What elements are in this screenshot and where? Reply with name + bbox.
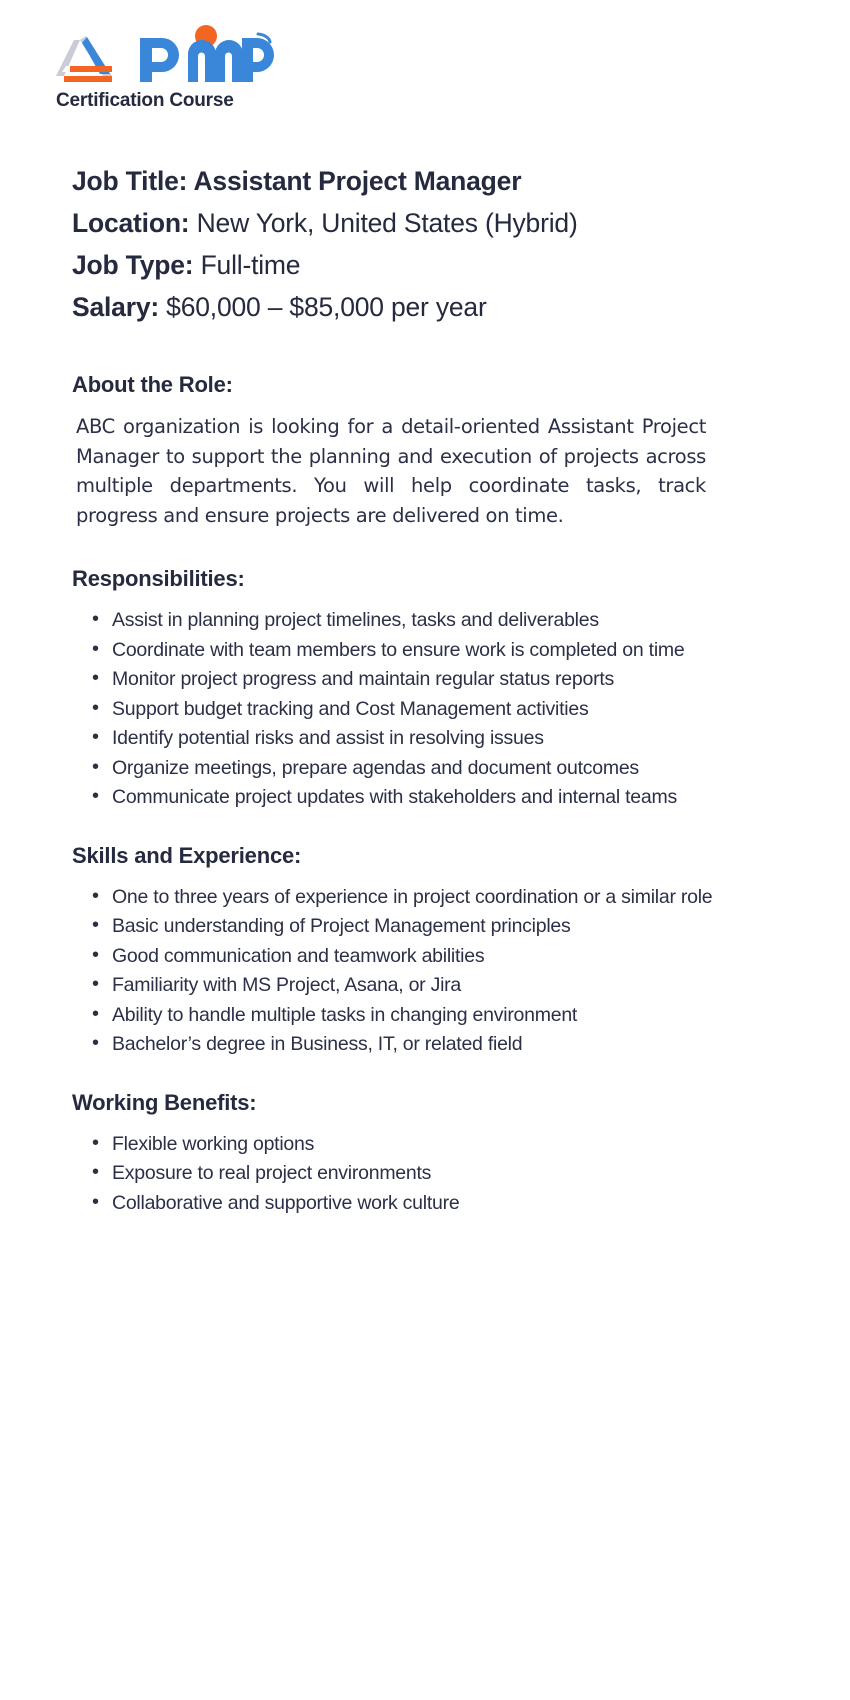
list-item: • Good communication and teamwork abilities (112, 942, 790, 972)
pmp-triangle-logo-icon (56, 32, 130, 88)
list-item: • Familiarity with MS Project, Asana, or Jira (112, 971, 790, 1001)
logo-row (56, 26, 316, 88)
list-item: • One to three years of experience in project coordination or a similar role (112, 883, 790, 913)
list-item: • Basic understanding of Project Management principles (112, 912, 790, 942)
list-item: • Monitor project progress and maintain regular status reports (112, 665, 790, 695)
job-summary-block (72, 160, 778, 328)
job-title-label: Job Title: (72, 166, 188, 196)
spacer (0, 1060, 850, 1090)
list-item: • Bachelor’s degree in Business, IT, or related field (112, 1030, 790, 1060)
list-item: • Ability to handle multiple tasks in changing environment (112, 1001, 790, 1031)
job-title-value: Assistant Project Manager (193, 166, 522, 196)
skills-list (84, 883, 790, 1060)
salary-value: $60,000 – $85,000 per year (166, 292, 487, 322)
logo-caption: Certification Course (56, 90, 234, 111)
job-title-line (72, 160, 778, 202)
about-paragraph: ABC organization is looking for a detail-oriented Assistant Project Manager to support the planning and execution of projects across multiple departments. You will help coordinate tasks, track progress and ensure projects are delivered on time. (76, 415, 706, 527)
pmp-wordmark-icon (136, 24, 286, 86)
spacer (0, 813, 850, 843)
brand-logo (56, 26, 316, 112)
about-heading: About the Role: (72, 372, 233, 397)
job-type-label: Job Type: (72, 250, 194, 280)
benefits-heading: Working Benefits: (72, 1089, 257, 1115)
location-line (72, 202, 778, 244)
spacer (0, 530, 850, 566)
list-item: • Identify potential risks and assist in resolving issues (112, 724, 790, 754)
location-value: New York, United States (Hybrid) (196, 208, 578, 238)
salary-line (72, 286, 778, 328)
responsibilities-heading: Responsibilities: (72, 566, 245, 591)
list-item: • Collaborative and supportive work culture (112, 1189, 790, 1219)
benefits-list (84, 1130, 790, 1219)
list-item: • Flexible working options (112, 1130, 790, 1160)
skills-heading: Skills and Experience: (72, 842, 302, 868)
list-item: • Coordinate with team members to ensure work is completed on time (112, 636, 790, 666)
job-details-content (0, 372, 850, 1218)
responsibilities-list (84, 606, 790, 813)
salary-label: Salary: (72, 292, 159, 322)
location-label: Location: (72, 208, 190, 238)
list-item: • Assist in planning project timelines, tasks and deliverables (112, 606, 790, 636)
list-item: • Exposure to real project environments (112, 1159, 790, 1189)
list-item: • Support budget tracking and Cost Management activities (112, 695, 790, 725)
list-item: • Communicate project updates with stakeholders and internal teams (112, 783, 790, 813)
list-item: • Organize meetings, prepare agendas and document outcomes (112, 754, 790, 784)
job-type-line (72, 244, 778, 286)
job-type-value: Full-time (200, 250, 301, 280)
